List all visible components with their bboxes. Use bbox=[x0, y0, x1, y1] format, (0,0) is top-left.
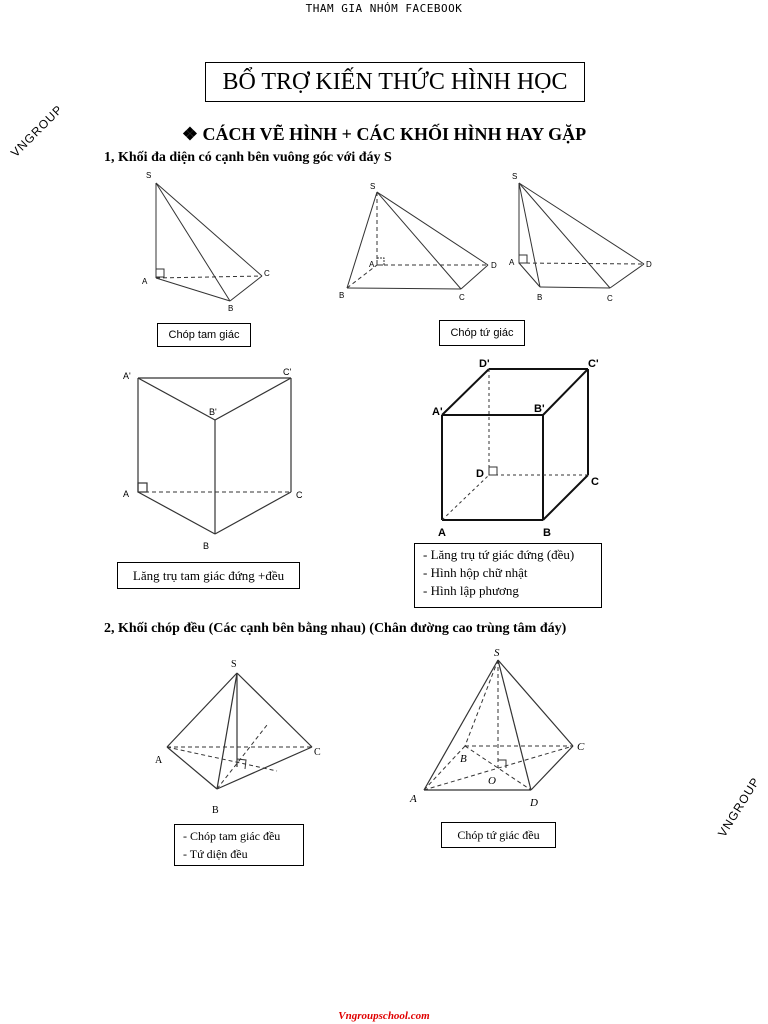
point-label: B bbox=[212, 805, 219, 816]
point-label: A bbox=[369, 260, 375, 269]
label-regular-quad-pyramid: Chóp tứ giác đều bbox=[441, 822, 556, 848]
footer-link[interactable]: Vngroupschool.com bbox=[338, 1010, 430, 1022]
regular-quad-pyramid-figure bbox=[400, 642, 600, 812]
point-label: B bbox=[460, 753, 467, 765]
label-tri-prism: Lăng trụ tam giác đứng +đều bbox=[117, 562, 300, 589]
point-label: A bbox=[509, 258, 515, 267]
label-quad-pyramid: Chóp tứ giác bbox=[439, 320, 525, 346]
point-label: C' bbox=[283, 367, 292, 377]
point-label: C bbox=[577, 741, 585, 753]
point-label: A' bbox=[123, 371, 131, 381]
section-heading-text: CÁCH VẼ HÌNH + CÁC KHỐI HÌNH HAY GẶP bbox=[202, 124, 587, 144]
point-label: S bbox=[370, 182, 376, 191]
point-label: C bbox=[264, 269, 270, 278]
label-cube-list bbox=[414, 543, 602, 608]
cube-figure bbox=[428, 355, 608, 540]
point-label: O bbox=[488, 775, 496, 787]
point-label: A bbox=[438, 527, 446, 539]
page-title-text: BỔ TRỢ KIẾN THỨC HÌNH HỌC bbox=[222, 68, 568, 95]
point-label: C bbox=[591, 476, 599, 488]
tri-prism-figure bbox=[118, 362, 308, 557]
point-label: B bbox=[339, 291, 345, 300]
point-label: B bbox=[203, 541, 210, 551]
label-tri-pyramid: Chóp tam giác bbox=[157, 323, 251, 347]
point-label: B bbox=[543, 527, 551, 539]
bullet-icon: ❖ bbox=[181, 124, 198, 144]
point-label: D bbox=[530, 797, 538, 809]
page-header: THAM GIA NHÓM FACEBOOK bbox=[305, 2, 463, 15]
point-label: C' bbox=[588, 358, 599, 370]
tri-pyramid-figure bbox=[138, 168, 288, 313]
label-regular-tri-list bbox=[174, 824, 304, 866]
regular-tri-pyramid-figure bbox=[152, 655, 332, 820]
point-label: C bbox=[296, 490, 303, 500]
point-label: A bbox=[155, 755, 163, 766]
point-label: A bbox=[142, 277, 148, 286]
watermark-right: VNGROUP bbox=[715, 774, 763, 840]
point-label: B bbox=[228, 304, 234, 313]
point-label: C bbox=[607, 294, 613, 303]
list-item: - Chóp tam giác đều bbox=[183, 829, 281, 843]
point-label: B' bbox=[534, 403, 545, 415]
page-title bbox=[205, 62, 585, 102]
point-label: B' bbox=[209, 407, 217, 417]
point-label: B bbox=[537, 293, 543, 302]
point-label: D bbox=[491, 261, 497, 270]
point-label: D bbox=[476, 468, 484, 480]
watermark-left: VNGROUP bbox=[8, 102, 66, 160]
point-label: S bbox=[146, 171, 152, 180]
list-item: - Lăng trụ tứ giác đứng (đều) bbox=[423, 547, 575, 562]
point-label: A bbox=[123, 489, 130, 499]
part2-heading: 2, Khối chóp đều (Các cạnh bên bằng nhau) (Chân đường cao trùng tâm đáy) bbox=[104, 621, 567, 636]
list-item: - Hình hộp chữ nhật bbox=[423, 565, 528, 580]
point-label: S bbox=[512, 172, 518, 181]
section-heading bbox=[0, 124, 768, 145]
point-label: C bbox=[459, 293, 465, 302]
list-item: - Tứ diện đều bbox=[183, 847, 248, 861]
point-label: A bbox=[410, 793, 417, 805]
list-item: - Hình lập phương bbox=[423, 583, 519, 598]
point-label: C bbox=[314, 747, 321, 758]
point-label: A' bbox=[432, 406, 443, 418]
point-label: D bbox=[646, 260, 652, 269]
point-label: S bbox=[494, 647, 500, 659]
quad-pyramid-figure-2 bbox=[504, 168, 668, 308]
point-label: S bbox=[231, 659, 237, 670]
quad-pyramid-figure bbox=[333, 172, 508, 307]
part1-heading: 1, Khối đa diện có cạnh bên vuông góc với đáy S bbox=[104, 150, 392, 165]
point-label: D' bbox=[479, 358, 490, 370]
